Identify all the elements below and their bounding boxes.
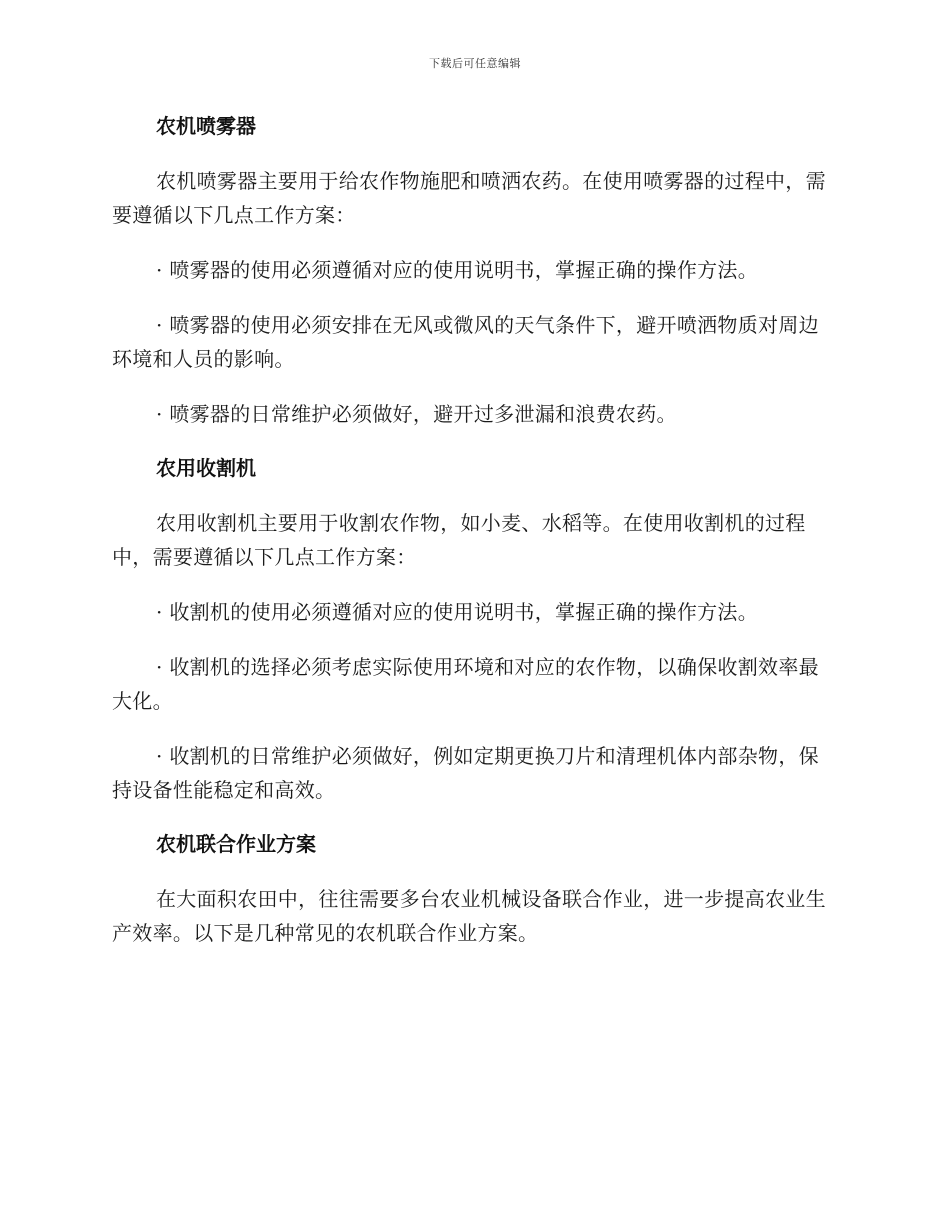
section-joint-operation: [112, 828, 832, 950]
header-note: 下载后可任意编辑: [429, 57, 521, 70]
bullet-item: · 喷雾器的使用必须安排在无风或微风的天气条件下，避开喷洒物质对周边环境和人员的影响。: [112, 313, 819, 371]
document-body: [112, 110, 832, 971]
section-intro: 在大面积农田中，往往需要多台农业机械设备联合作业，进一步提高农业生产效率。以下是几种常见的农机联合作业方案。: [112, 887, 826, 945]
bullet-item: · 收割机的使用必须遵循对应的使用说明书，掌握正确的操作方法。: [156, 600, 759, 624]
section-heading: 农机联合作业方案: [156, 832, 316, 856]
bullet-item: · 收割机的日常维护必须做好，例如定期更换刀片和清理机体内部杂物，保持设备性能稳定和高效。: [112, 744, 819, 802]
section-sprayer: [112, 110, 832, 431]
section-intro: 农用收割机主要用于收割农作物，如小麦、水稻等。在使用收割机的过程中，需要遵循以下几点工作方案：: [112, 511, 806, 569]
section-heading: 农机喷雾器: [156, 114, 256, 138]
section-heading: 农用收割机: [156, 456, 256, 480]
section-harvester: [112, 452, 832, 807]
section-intro: 农机喷雾器主要用于给农作物施肥和喷洒农药。在使用喷雾器的过程中，需要遵循以下几点工作方案：: [112, 169, 826, 227]
bullet-item: · 喷雾器的使用必须遵循对应的使用说明书，掌握正确的操作方法。: [156, 258, 759, 282]
bullet-item: · 收割机的选择必须考虑实际使用环境和对应的农作物，以确保收割效率最大化。: [112, 655, 819, 713]
bullet-item: · 喷雾器的日常维护必须做好，避开过多泄漏和浪费农药。: [156, 402, 677, 426]
